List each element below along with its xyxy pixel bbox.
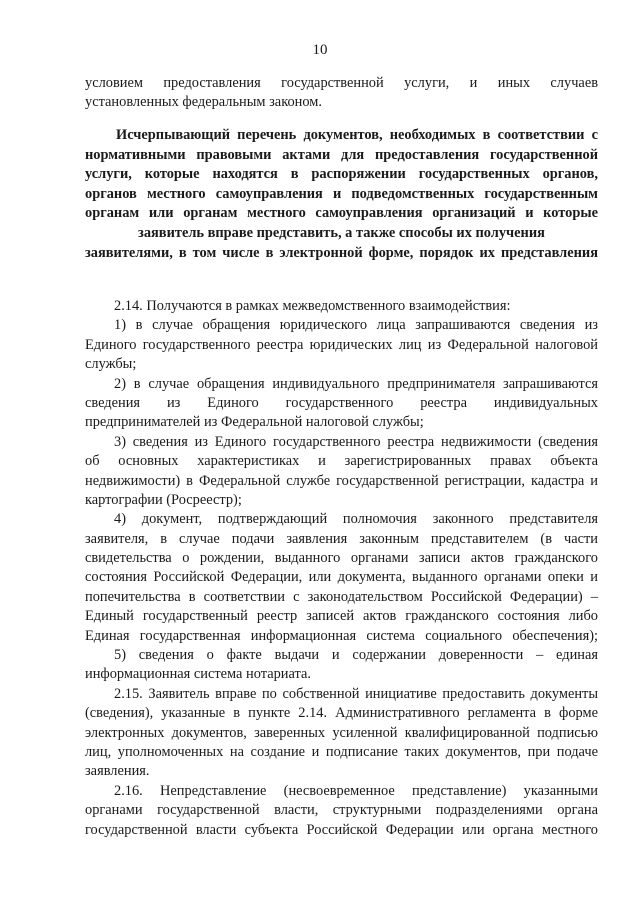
body-line: (сведения), указанные в пункте 2.14. Административного регламента в форме [85, 705, 598, 722]
heading-line: органам или органам местного самоуправления организаций и которые [85, 205, 598, 222]
body-line: недвижимости) в Федеральной службе государственной регистрации, кадастра и [85, 472, 598, 489]
body-line: заявления. [85, 763, 150, 780]
body-line: 2.16. Непредставление (несвоевременное представление) указанными [114, 782, 598, 799]
body-line: предпринимателей из Федеральной налоговой службы; [85, 414, 424, 431]
intro-line: установленных федеральным законом. [85, 94, 322, 111]
body-line: 2) в случае обращения индивидуального предпринимателя запрашиваются [114, 375, 598, 392]
body-line: состояния Российской Федерации, или документа, выданного органами опеки и [85, 569, 598, 586]
heading-line: Исчерпывающий перечень документов, необходимых в соответствии с [116, 127, 598, 143]
body-line: 2.14. Получаются в рамках межведомственного взаимодействия: [114, 298, 511, 314]
body-line: попечительства в соответствии с законодательством Российской Федерации) – [85, 588, 598, 605]
body-line: органами государственной власти, структурными подразделениями органа [85, 802, 598, 819]
heading-line: органов местного самоуправления и подведомственных государственным [85, 185, 598, 202]
body-line: государственной власти субъекта Российской Федерации или органа местного [85, 821, 598, 838]
body-line: лиц, уполномоченных на создание и подписание таких документов, при подаче [85, 743, 598, 760]
body-line: 3) сведения из Единого государственного реестра недвижимости (сведения [114, 433, 598, 450]
intro-paragraph [85, 74, 598, 113]
section-heading [85, 126, 598, 263]
page-number: 10 [312, 42, 328, 58]
body-line: Единая государственная информационная система социального обеспечения); [85, 627, 598, 644]
body-line: 5) сведения о факте выдачи и содержании доверенности – единая [114, 647, 598, 664]
body-line: сведения из Единого государственного реестра индивидуальных [85, 394, 598, 411]
body-line: 2.15. Заявитель вправе по собственной инициативе предоставить документы [114, 685, 598, 702]
body-line: об основных характеристиках и зарегистрированных правах объекта [85, 453, 598, 470]
heading-line: заявитель вправе представить, а также способы их получения [138, 224, 545, 241]
heading-line: нормативными правовыми актами для предоставления государственной [85, 146, 598, 163]
body-line: электронных документов, заверенных усиленной квалифицированной подписью [85, 724, 598, 741]
heading-line: услуги, которые находятся в распоряжении государственных органов, [85, 166, 598, 183]
body-line: свидетельства о рождении, выданного органами записи актов гражданского [85, 550, 598, 567]
body-line: картографии (Росреестр); [85, 491, 242, 508]
heading-line: заявителями, в том числе в электронной форме, порядок их представления [85, 244, 598, 261]
intro-line: условием предоставления государственной услуги, и иных случаев [85, 75, 598, 91]
body-line: 1) в случае обращения юридического лица запрашиваются сведения из [114, 317, 598, 334]
body-line: Единого государственного реестра юридических лиц из Федеральной налоговой [85, 336, 598, 353]
body-line: заявителя, в случае подачи заявления законным представителем (в части [85, 530, 598, 547]
body-text [85, 297, 598, 840]
body-line: информационная система нотариата. [85, 666, 311, 683]
body-line: службы; [85, 356, 137, 373]
body-line: 4) документ, подтверждающий полномочия законного представителя [114, 511, 598, 528]
body-line: Единый государственный реестр записей актов гражданского состояния либо [85, 608, 598, 625]
